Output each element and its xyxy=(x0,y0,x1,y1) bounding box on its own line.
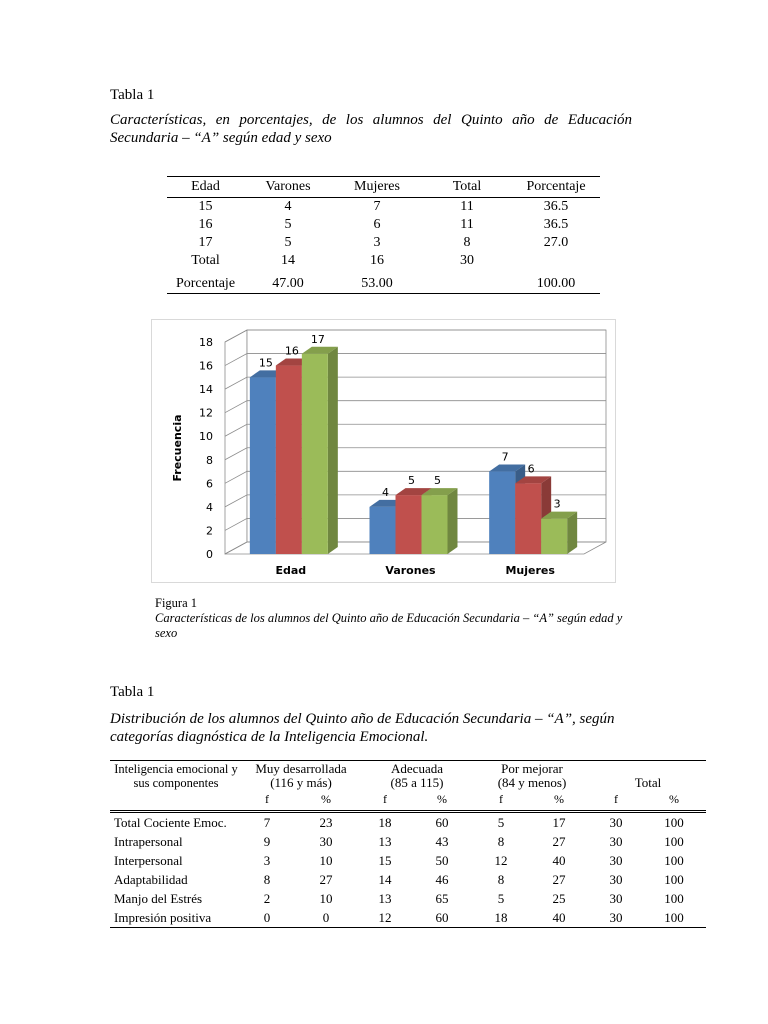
table-cell: 15 xyxy=(198,199,213,214)
table2-group-header-row xyxy=(110,761,706,793)
data-label: 16 xyxy=(284,344,299,358)
table-cell: 30 xyxy=(590,908,642,928)
table-row xyxy=(167,252,600,270)
data-label: 4 xyxy=(382,485,389,499)
row-label: Interpersonal xyxy=(114,852,183,868)
group-range: (116 y más) xyxy=(270,775,332,790)
table-cell: 18 xyxy=(474,908,528,928)
table1 xyxy=(167,176,600,294)
figure-caption: Características de los alumnos del Quinto año de Educación Secundaria – “A” según edad y sexo xyxy=(155,611,623,640)
table1-title: Características, en porcentajes, de los alumnos del Quinto año de Educación Secundaria – “A” según edad y sexo xyxy=(110,112,632,146)
table-cell: 17 xyxy=(198,235,213,250)
y-tick-label: 18 xyxy=(199,336,213,349)
row-label: Total Cociente Emoc. xyxy=(114,814,227,830)
y-tick-label: 10 xyxy=(199,430,213,444)
table-cell: 12 xyxy=(494,852,508,868)
table-cell: Porcentaje xyxy=(167,270,244,294)
group-name: Muy desarrollada xyxy=(255,761,347,776)
table2-label: Tabla 1 xyxy=(110,684,155,700)
table-cell: 10 xyxy=(319,890,333,906)
table-cell: 47.00 xyxy=(244,270,332,294)
bar xyxy=(276,366,302,554)
table-cell: 25 xyxy=(552,890,566,906)
table-cell: 27 xyxy=(552,833,566,849)
table-cell: 14 xyxy=(378,871,392,887)
y-axis-title: Frecuencia xyxy=(171,414,184,482)
bar-side xyxy=(448,488,458,554)
table1-header: Edad xyxy=(167,177,244,198)
table2-subheader: f xyxy=(474,792,528,812)
table-cell: 100 xyxy=(664,833,684,849)
table-cell: 16 xyxy=(198,217,213,232)
table2-row-header: Inteligencia emocional y sus componentes xyxy=(110,761,242,812)
table-row xyxy=(167,270,600,294)
chart-container xyxy=(151,319,616,583)
table1-label: Tabla 1 xyxy=(110,87,155,103)
y-tick-label: 6 xyxy=(206,477,213,491)
table-cell: 27.0 xyxy=(543,235,569,250)
y-tick-label: 12 xyxy=(199,406,213,420)
x-category-label: Varones xyxy=(385,564,436,577)
data-label: 6 xyxy=(527,462,535,476)
table-row xyxy=(167,216,600,234)
bar xyxy=(250,377,276,554)
data-label: 3 xyxy=(553,497,561,511)
table-cell: 8 xyxy=(497,833,505,849)
table-cell: 30 xyxy=(460,253,474,268)
table1-header: Total xyxy=(422,177,512,198)
table-cell: 30 xyxy=(319,833,333,849)
y-tick-label: 4 xyxy=(206,500,213,514)
table2-group-header xyxy=(242,761,360,793)
table-row xyxy=(110,812,706,833)
y-tick-label: 16 xyxy=(199,359,213,373)
bar xyxy=(396,495,422,554)
table-cell xyxy=(422,270,512,294)
table-cell: 50 xyxy=(435,852,449,868)
table-cell: 3 xyxy=(263,852,271,868)
table2-group-header xyxy=(360,761,474,793)
table-cell: 27 xyxy=(319,871,333,887)
table-cell: 100 xyxy=(664,890,684,906)
group-name: Total xyxy=(634,775,662,790)
table-cell: 27 xyxy=(552,871,566,887)
bar-side xyxy=(328,347,338,554)
bar-chart xyxy=(152,320,615,582)
group-range: (85 a 115) xyxy=(390,775,444,790)
bar xyxy=(302,354,328,554)
table-cell: 40 xyxy=(552,852,566,868)
table2 xyxy=(110,760,706,928)
y-tick-label: 0 xyxy=(206,548,213,561)
table-cell: 7 xyxy=(263,814,271,830)
table-cell: 13 xyxy=(378,890,392,906)
table-cell: 100 xyxy=(664,814,684,830)
table1-header: Varones xyxy=(244,177,332,198)
y-tick-label: 8 xyxy=(206,453,213,467)
x-category-label: Edad xyxy=(275,564,307,577)
table2-group-header xyxy=(474,761,590,793)
table-cell: 36.5 xyxy=(543,217,569,232)
table-cell: 30 xyxy=(609,890,623,906)
table-cell: 8 xyxy=(463,235,471,250)
table-cell: 30 xyxy=(609,814,623,830)
table-row xyxy=(110,851,706,870)
table2-subheader: % xyxy=(292,792,360,812)
table-cell: 15 xyxy=(378,852,392,868)
table-cell: 43 xyxy=(435,833,449,849)
table2-subheader: f xyxy=(242,792,292,812)
table-cell: 18 xyxy=(378,814,392,830)
table-cell: 13 xyxy=(378,833,392,849)
table-cell: Total xyxy=(191,253,220,268)
table-row xyxy=(110,870,706,889)
data-label: 15 xyxy=(258,356,273,370)
table-row xyxy=(110,889,706,908)
table-cell: 11 xyxy=(460,199,474,214)
bar xyxy=(489,472,515,554)
table-cell: 5 xyxy=(497,890,505,906)
data-label: 7 xyxy=(501,450,509,464)
table1-header: Mujeres xyxy=(332,177,422,198)
table2-subheader: % xyxy=(528,792,590,812)
bar xyxy=(370,507,396,554)
table-cell: 60 xyxy=(410,908,474,928)
data-label: 5 xyxy=(408,474,415,488)
row-label: Impresión positiva xyxy=(110,908,242,928)
row-label: Intrapersonal xyxy=(114,833,183,849)
group-name: Adecuada xyxy=(391,761,443,776)
table-cell: 53.00 xyxy=(332,270,422,294)
table-row xyxy=(167,234,600,252)
table-cell: 40 xyxy=(528,908,590,928)
y-tick-label: 14 xyxy=(199,383,213,397)
table-cell: 3 xyxy=(373,235,381,250)
table-cell: 30 xyxy=(609,833,623,849)
table-cell: 4 xyxy=(284,199,292,214)
figure-label: Figura 1 xyxy=(155,596,198,610)
table-cell: 46 xyxy=(435,871,449,887)
table-cell: 5 xyxy=(284,217,292,232)
table-cell: 100 xyxy=(664,871,684,887)
table2-subheader: % xyxy=(642,792,706,812)
row-label: Adaptabilidad xyxy=(114,871,188,887)
table-cell: 23 xyxy=(319,814,333,830)
table-cell: 0 xyxy=(242,908,292,928)
y-tick-label: 2 xyxy=(206,524,213,538)
table-cell: 17 xyxy=(552,814,566,830)
table-cell xyxy=(512,252,600,270)
table-cell: 60 xyxy=(435,814,449,830)
table1-header-row xyxy=(167,177,600,198)
data-label: 5 xyxy=(434,474,441,488)
bar xyxy=(541,519,567,554)
group-name: Por mejorar xyxy=(501,761,563,776)
table-cell: 8 xyxy=(263,871,271,887)
table2-subheader: f xyxy=(360,792,410,812)
table-cell: 30 xyxy=(609,871,623,887)
table-cell: 100.00 xyxy=(512,270,600,294)
table-row xyxy=(110,832,706,851)
bar xyxy=(515,483,541,554)
table-cell: 65 xyxy=(435,890,449,906)
table-cell: 9 xyxy=(263,833,271,849)
table-cell: 5 xyxy=(497,814,505,830)
table-cell: 7 xyxy=(373,199,381,214)
table-cell: 16 xyxy=(370,253,384,268)
table-cell: 10 xyxy=(319,852,333,868)
table-cell: 14 xyxy=(281,253,295,268)
table-cell: 11 xyxy=(460,217,474,232)
table1-header: Porcentaje xyxy=(512,177,600,198)
table-cell: 0 xyxy=(292,908,360,928)
group-range: (84 y menos) xyxy=(497,775,567,790)
table-cell: 2 xyxy=(263,890,271,906)
table-row xyxy=(110,908,706,928)
table-cell: 100 xyxy=(642,908,706,928)
bar-side xyxy=(567,512,577,554)
table-cell: 6 xyxy=(373,217,381,232)
table2-subheader: % xyxy=(410,792,474,812)
row-label: Manjo del Estrés xyxy=(114,890,203,906)
table-cell: 36.5 xyxy=(543,199,569,214)
table-cell: 12 xyxy=(360,908,410,928)
table2-subheader: f xyxy=(590,792,642,812)
table-row xyxy=(167,198,600,217)
table-cell: 5 xyxy=(284,235,292,250)
table-cell: 30 xyxy=(609,852,623,868)
table2-group-header xyxy=(590,761,706,793)
x-category-label: Mujeres xyxy=(505,564,555,577)
data-label: 17 xyxy=(310,332,325,346)
table-cell: 8 xyxy=(497,871,505,887)
table-cell: 100 xyxy=(664,852,684,868)
bar xyxy=(422,495,448,554)
table2-title: Distribución de los alumnos del Quinto año de Educación Secundaria – “A”, según categorías diagnóstica de la Inteligencia Emocional. xyxy=(110,711,615,745)
